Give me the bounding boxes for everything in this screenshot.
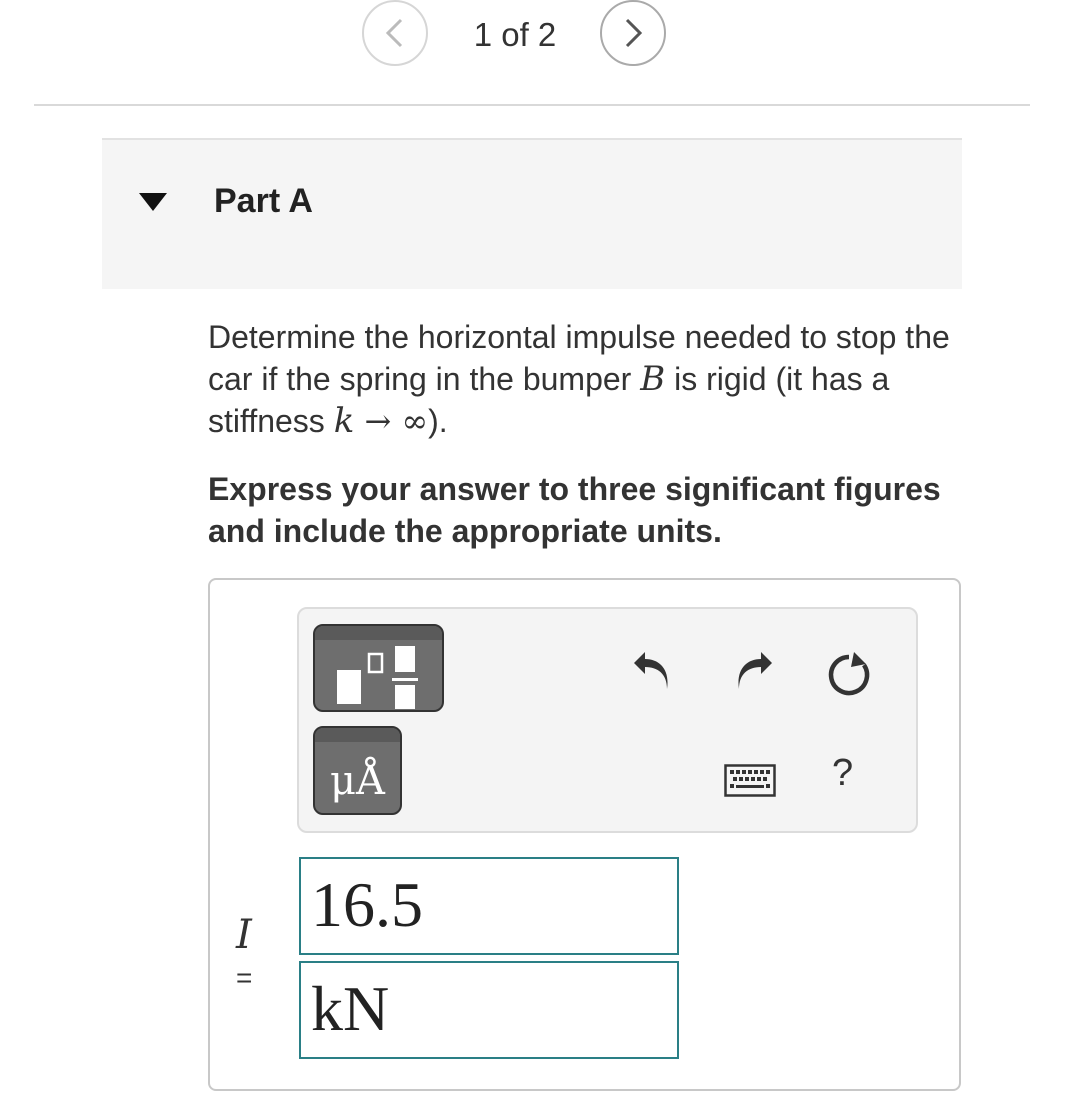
templates-button[interactable]	[313, 624, 444, 712]
part-title: Part A	[214, 182, 313, 220]
redo-icon[interactable]	[732, 650, 776, 694]
divider	[34, 104, 1030, 106]
equals-sign: =	[236, 962, 253, 993]
var-k: k	[333, 401, 355, 441]
help-button[interactable]: ?	[832, 752, 854, 794]
undo-icon[interactable]	[630, 650, 674, 694]
pager-status: 1 of 2	[473, 16, 557, 53]
part-header[interactable]	[102, 138, 962, 289]
question-text-2: is rigid (it has a stiffness	[208, 361, 890, 439]
arrow-symbol: →	[354, 402, 402, 440]
var-b: B	[640, 359, 666, 399]
question-text	[208, 316, 958, 442]
previous-button[interactable]	[362, 0, 428, 66]
caret-down-icon	[138, 192, 168, 212]
chevron-right-icon	[621, 16, 645, 50]
question-text-3: ).	[428, 403, 448, 439]
templates-icon	[315, 626, 444, 712]
instruction-text: Express your answer to three significant figures and include the appropriate units.	[208, 471, 941, 549]
next-button[interactable]	[600, 0, 666, 66]
keyboard-icon[interactable]	[724, 764, 776, 798]
infinity-symbol: ∞	[401, 402, 429, 440]
units-input[interactable]: kN	[299, 961, 679, 1059]
chevron-left-icon	[383, 16, 407, 50]
question-text-1: Determine the horizontal impulse needed to stop the car if the spring in the bumper	[208, 319, 950, 397]
units-button[interactable]	[313, 726, 402, 815]
reset-icon[interactable]	[826, 650, 876, 700]
answer-variable: I	[236, 912, 252, 958]
units-glyph: μÅ	[330, 758, 385, 804]
value-input[interactable]: 16.5	[299, 857, 679, 955]
